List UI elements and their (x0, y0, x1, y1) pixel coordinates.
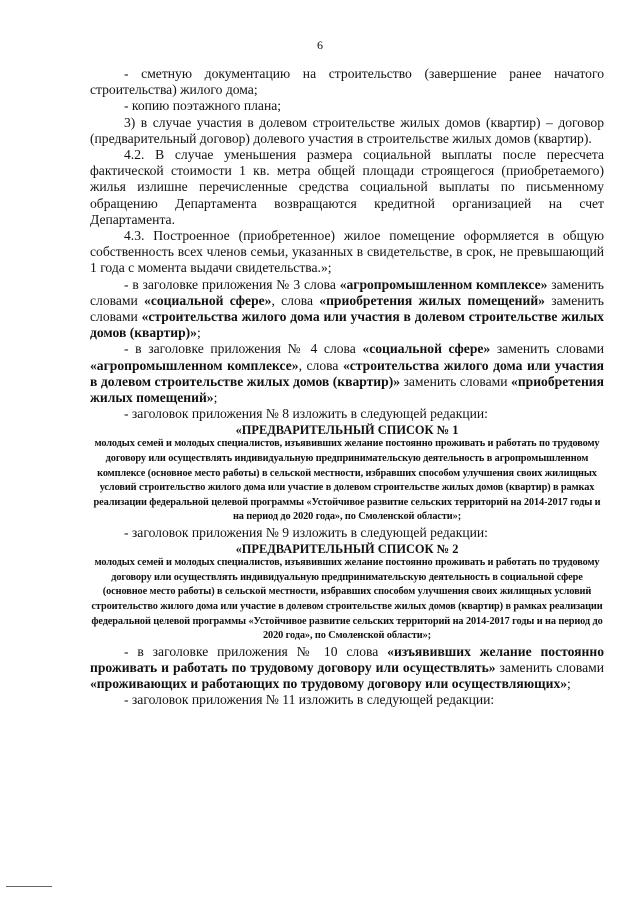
paragraph-appendix-3: - в заголовке приложения № 3 слова «агропромышленном комплексе» заменить словами «социальной сфере», слова «приобретения жилых помещений» заменить словами «строительства жилого дома или участия в долевом строительстве жилых домов (квартир)»; (90, 276, 604, 341)
document-body (90, 66, 604, 709)
paragraph-appendix-4: - в заголовке приложения № 4 слова «социальной сфере» заменить словами «агропромышленном комплексе», слова «строительства жилого дома или участия в долевом строительстве жилых домов (квартир)» заменить словами «приобретения жилых помещений»; (90, 341, 605, 406)
paragraph-4-2: 4.2. В случае уменьшения размера социальной выплаты после пересчета фактической стоимости 1 кв. метра общей площади строящегося (приобретаемого) жилья излишне перечисленные средства социальной выплаты по письменному обращению Департамента возвращаются кредитной организацией на счет Департамента. (90, 147, 604, 227)
paragraph-4-3: 4.3. Построенное (приобретенное) жилое помещение оформляется в общую собственность всех членов семьи, указанных в свидетельстве, в срок, не превышающий 1 года с момента выдачи свидетельства.»; (90, 228, 604, 276)
paragraph-appendix-9: - заголовок приложения № 9 изложить в следующей редакции: (124, 525, 488, 541)
list-1-body: молодых семей и молодых специалистов, изъявивших желание постоянно проживать и работать по трудовому договору или осуществлять индивидуальную предпринимательскую деятельность в агропромышленном комплексе (основное место работы) в сельской местности, избравших способом улучшения своих жилищных условий строительство жилого дома или участие в долевом строительстве жилых домов (квартир) в рамках реализации федеральной целевой программы «Устойчивое развитие сельских территорий на 2014-2017 годы и на период до 2020 года», по Смоленской области»; (93, 438, 601, 523)
footer-rule (6, 886, 52, 887)
paragraph-estimate-docs: - сметную документацию на строительство (завершение ранее начатого строительства) жилого дома; (90, 66, 604, 98)
page-number: 6 (317, 38, 323, 52)
paragraph-appendix-8: - заголовок приложения № 8 изложить в следующей редакции: (124, 406, 488, 422)
paragraph-floor-plan: - копию поэтажного плана; (124, 98, 282, 114)
paragraph-shared-construction: 3) в случае участия в долевом строительстве жилых домов (квартир) – договор (предварительный договор) долевого участия в строительстве жилых домов (квартир). (90, 114, 604, 146)
list-2-title: «ПРЕДВАРИТЕЛЬНЫЙ СПИСОК № 2 (235, 542, 459, 557)
list-2-body: молодых семей и молодых специалистов, изъявивших желание постоянно проживать и работать по трудовому договору или осуществлять индивидуальную предпринимательскую деятельность в социальной сфере (основное место работы) в сельской местности, избравших способом улучшения своих жилищных условий строительство жилого дома или участие в долевом строительстве жилых домов (квартир) в рамках реализации федеральной целевой программы «Устойчивое развитие сельских территорий на 2014-2017 годы и на период до 2020 года», по Смоленской области»; (91, 557, 603, 642)
list-1-title: «ПРЕДВАРИТЕЛЬНЫЙ СПИСОК № 1 (235, 423, 459, 438)
paragraph-appendix-10: - в заголовке приложения № 10 слова «изъявивших желание постоянно проживать и работать по трудовому договору или осуществлять» заменить словами «проживающих и работающих по трудовому договору или осуществляющих»; (90, 643, 604, 692)
paragraph-appendix-11: - заголовок приложения № 11 изложить в следующей редакции: (124, 692, 495, 708)
